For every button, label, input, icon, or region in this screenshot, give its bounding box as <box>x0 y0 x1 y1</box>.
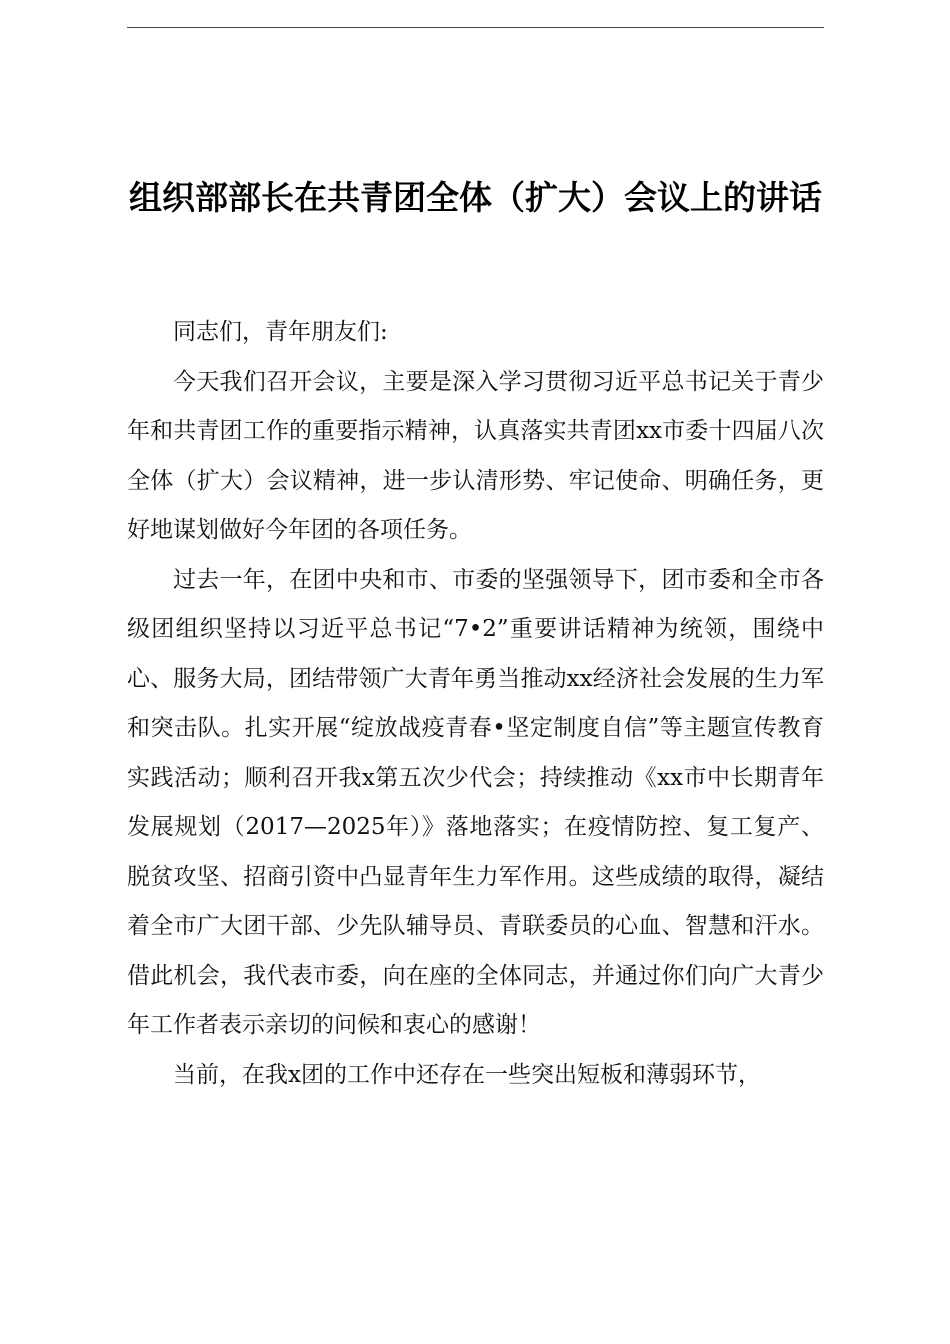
body-paragraph: 当前，在我x团的工作中还存在一些突出短板和薄弱环节， <box>173 1061 761 1088</box>
document-title: 组织部部长在共青团全体（扩大）会议上的讲话 <box>129 178 822 217</box>
header-rule <box>127 27 824 28</box>
body-paragraph: 过去一年，在团中央和市、市委的坚强领导下，团市委和全市各级团组织坚持以习近平总书记“7•2”重要讲话精神为统领，围绕中心、服务大局，团结带领广大青年勇当推动xx经济社会发展的生力军和突击队。扎实开展“绽放战疫青春•坚定制度自信”等主题宣传教育实践活动；顺利召开我x第五次少代会；持续推动《xx市中长期青年发展规划（2017—2025年）》落地落实；在疫情防控、复工复产、脱贫攻坚、招商引资中凸显青年生力军作用。这些成绩的取得，凝结着全市广大团干部、少先队辅导员、青联委员的心血、智慧和汗水。借此机会，我代表市委，向在座的全体同志，并通过你们向广大青少年工作者表示亲切的问候和衷心的感谢！ <box>127 566 824 1038</box>
document-body <box>127 308 824 1100</box>
body-paragraph: 今天我们召开会议，主要是深入学习贯彻习近平总书记关于青少年和共青团工作的重要指示精神，认真落实共青团xx市委十四届八次全体（扩大）会议精神，进一步认清形势、牢记使命、明确任务，更好地谋划做好今年团的各项任务。 <box>127 368 824 543</box>
salutation-paragraph: 同志们，青年朋友们: <box>173 319 388 345</box>
